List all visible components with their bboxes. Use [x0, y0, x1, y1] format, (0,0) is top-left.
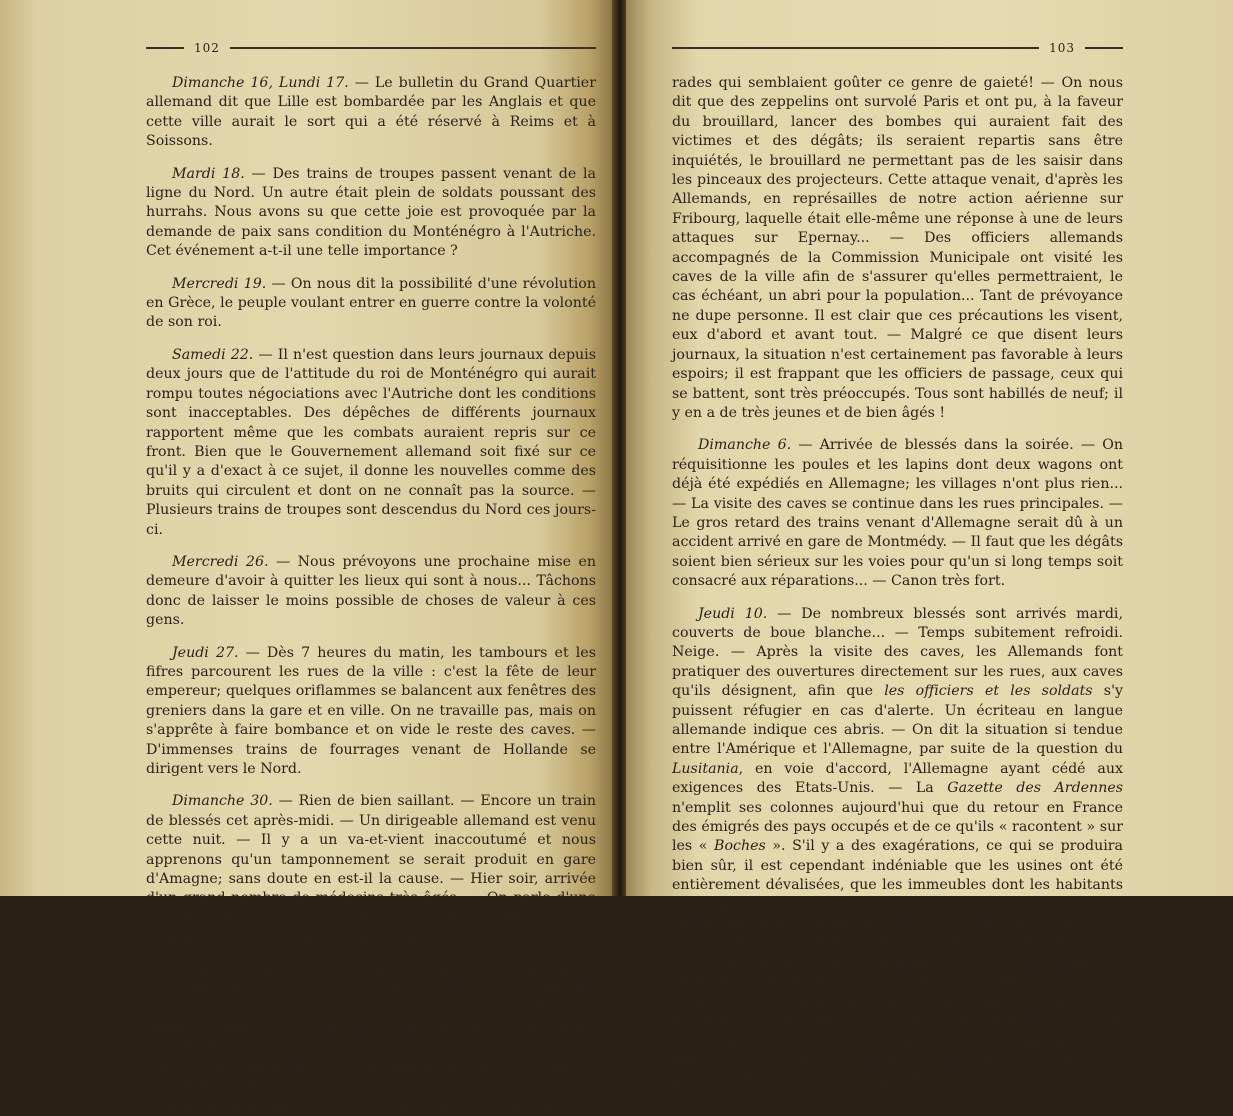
page-number-left: 102 — [194, 41, 220, 55]
diary-entry — [672, 436, 1123, 591]
entry-date: Samedi 22. — [172, 346, 254, 363]
entry-text: — Dès 7 heures du matin, les tambours et les fifres parcourent les rues de la ville : c'est la fête de leur empereur; quelques oriflammes se balancent aux fenêtres des greniers dans la gare et en ville. On ne travaille pas, mais on s'apprête à faire bombance et on vide le reste des caves. — D'immenses trains de fourrages venant de Hollande se dirigent vers le Nord. — [146, 644, 596, 777]
page-number-right: 103 — [1049, 41, 1075, 55]
diary-entry — [146, 165, 596, 262]
diary-entry — [146, 792, 596, 947]
entry-date: Jeudi 10. — [698, 605, 768, 622]
entry-date: Dimanche 6. — [698, 437, 792, 454]
diary-entry — [146, 961, 596, 1116]
emphasis-text: Boches — [714, 838, 766, 855]
entry-text: — Il n'est question dans leurs journaux depuis deux jours que de l'attitude du roi de Monténégro qui aurait rompu toutes négociations avec l'Autriche dont les conditions sont inacceptables. Des dépêches de différents journaux rapportent même que les combats auraient repris sur ce front. Bien que le Gouvernement allemand soit fixé sur ce qu'il y a d'exact à ce sujet, il donne les nouvelles comme des bruits qui circulent et dont on ne connaît pas la source. — Plusieurs trains de troupes sont descendus du Nord ces jours-ci. — [146, 346, 596, 538]
entry-text: n'emplit ses colonnes aujourd'hui que du retour en France des émigrés des pays occupés et de ce qu'ils « racontent » sur les « — [672, 799, 1123, 855]
right-page-header — [672, 40, 1123, 56]
diary-entry — [146, 275, 596, 333]
header-rule — [672, 47, 1039, 49]
entry-text: — De nombreux blessés sont arrivés mardi, couverts de boue blanche... — Temps subitement refroidi. Neige. — Après la visite des caves, les Allemands font pratiquer des ouvertures directement sur les rues, aux caves qu'ils désignent, afin que — [672, 605, 1123, 700]
diary-entry-continued — [672, 74, 1123, 423]
right-page-text — [672, 74, 1123, 1090]
entry-date: Mercredi 19. — [172, 275, 267, 292]
entry-text: — Des trains de troupes passent venant de la ligne du Nord. Un autre était plein de soldats poussant des hurrahs. Nous avons su que cette joie est provoquée par la demande de paix sans condition du Monténégro à l'Autriche. Cet événement a-t-il une telle importance ? — [146, 165, 597, 260]
entry-date: Dimanche 30. — [172, 793, 273, 810]
emphasis-text: Gazette des Ardennes — [947, 780, 1124, 797]
entry-text: — Le bulletin du Grand Quartier allemand dit que Lille est bombardée par les Anglais et que cette ville aurait le sort qui a été réservé à Reims et à Soissons. — [146, 75, 596, 150]
diary-entry — [146, 74, 596, 152]
header-rule — [1085, 47, 1123, 49]
diary-entry — [146, 346, 596, 540]
entry-text: s'y puissent réfugier en cas d'alerte. Un écriteau en langue allemande indique ces abris. — On dit la situation si tendue entre l'Amérique et l'Allemagne, par suite de la question du — [672, 683, 1123, 758]
entry-text: — Rien de bien saillant. — Encore un train de blessés cet après-midi. — Un dirigeable allemand est venu cette nuit. — Il y a un va-et-vient inaccoutumé et nous apprenons qu'un tamponnement se serait produit en gare d'Amagne; sans doute en est-il la cause. — Hier soir, arrivée d'un grand nombre de médecins très âgés. — On parle d'une offensive prochaine. Bon nombre de blessés rétablis sont renvoyés au front et partis aujourd'hui. — [146, 793, 596, 946]
header-rule — [230, 47, 596, 49]
emphasis-text: les officiers et les soldats — [884, 683, 1093, 700]
emphasis-text: Lusitania — [672, 760, 739, 777]
diary-entry — [146, 644, 596, 780]
entry-text: , en voie d'accord, l'Allemagne ayant cédé aux exigences des Etats-Unis. — La — [672, 760, 1123, 797]
entry-date: Dimanche 16, Lundi 17. — [172, 75, 349, 91]
entry-text: — Nous prévoyons une prochaine mise en demeure d'avoir à quitter les lieux qui sont à nous... Tâchons donc de laisser le moins possible de choses de valeur à ces gens. — [146, 553, 596, 629]
entry-text: — Arrivée de blessés dans la soirée. — On réquisitionne les poules et les lapins dont deux wagons ont déjà été expédiés en Allemagne; les villages n'ont plus rien... — La visite des caves se continue dans les rues principales. — Le gros retard des trains venant d'Allemagne serait dû à un accident arrivé en gare de Montmédy. — Il faut que les dégâts soient bien sérieux sur les voies pour qu'un si long temps soit consacré aux réparations... — Canon très fort. — [672, 437, 1123, 590]
entry-date: Mardi 18. — [172, 165, 245, 182]
header-rule — [146, 47, 184, 49]
left-page — [0, 0, 614, 1114]
left-page-text — [146, 74, 596, 1116]
diary-entry — [672, 605, 1123, 1090]
entry-text: — Des trains de troupes descendent du Nord jour et nuit. Ceux qui viennent d'Allemagne ont des retards de plusieurs heures. — Hier soir, un jeune officier de hussards nous a fait, une fois de plus, apprécier l'éducation de son milieu. Il est entré tout en titubant, a bousculé ce qui était sur son passage, puis s'est mis à non pas crier, mais à hurler les noms de stations, après quoi il s'est mis à siffler comme un palefrenier, encouragé par l'hilarité de ses cama- — [146, 961, 596, 1114]
entry-text: rades qui semblaient goûter ce genre de gaieté! — On nous dit que des zeppelins ont survolé Paris et ont pu, à la faveur du brouillard, lancer des bombes qui auraient fait des victimes et des dégâts; ils seraient repartis sans être inquiétés, le brouillard ne permettant pas de les saisir dans les pinceaux des projecteurs. Cette attaque venait, d'après les Allemands, en représailles de notre action aérienne sur Fribourg, laquelle était elle-même une réponse à une de leurs attaques sur Epernay... — Des officiers allemands accompagnés de la Commission Municipale ont visité les caves de la ville afin de s'assurer qu'elles permettraient, le cas échéant, un abri pour la population... Tant de prévoyance ne dupe personne. Il est clair que ces précautions les visent, eux d'abord et avant tout. — Malgré ce que disent leurs journaux, la situation n'est certainement pas favorable à leurs espoirs; il est frappant que les officiers de passage, ceux qui se battent, sont très préoccupés. Tous sont habillés de neuf; il y en a de très jeunes et de bien âgés ! — [672, 75, 1123, 421]
right-page — [626, 0, 1233, 1088]
entry-date: Mercredi 26. — [172, 553, 269, 570]
diary-entry — [146, 553, 596, 631]
left-page-header — [146, 40, 596, 56]
entry-text: ». S'il y a des exagérations, ce qui se produira bien sûr, il est cependant indéniable que les usines ont été entièrement dévalisées, que les immeubles dont les habitants sont partis ont été vidés de leur contenu, que tout est réquisitionné sans souci de ce qui peut manquer à l'habitant, et tant d'autres vérités... Pour contrecarrer les dires des journaux français, les commandants des trois villes ont adressé aux maires de ces villes une lettre leur demandant de répondre à diverses questions concernant ce que l'on reproche aux occupants. La réponse est embarrassante... si les maires disent ce qu'ils savent, leurs administrés en souffriront certainement. Ils ont répondu évasivement. On ne pourra faire savoir la vérité que plus tard... — [672, 838, 1123, 1088]
entry-date: Jeudi 27. — [172, 644, 239, 661]
entry-date: Jeudi 3 février. — [172, 961, 285, 978]
entry-text: — On nous dit la possibilité d'une révolution en Grèce, le peuple voulant entrer en guerre contre la volonté de son roi. — [146, 275, 596, 331]
